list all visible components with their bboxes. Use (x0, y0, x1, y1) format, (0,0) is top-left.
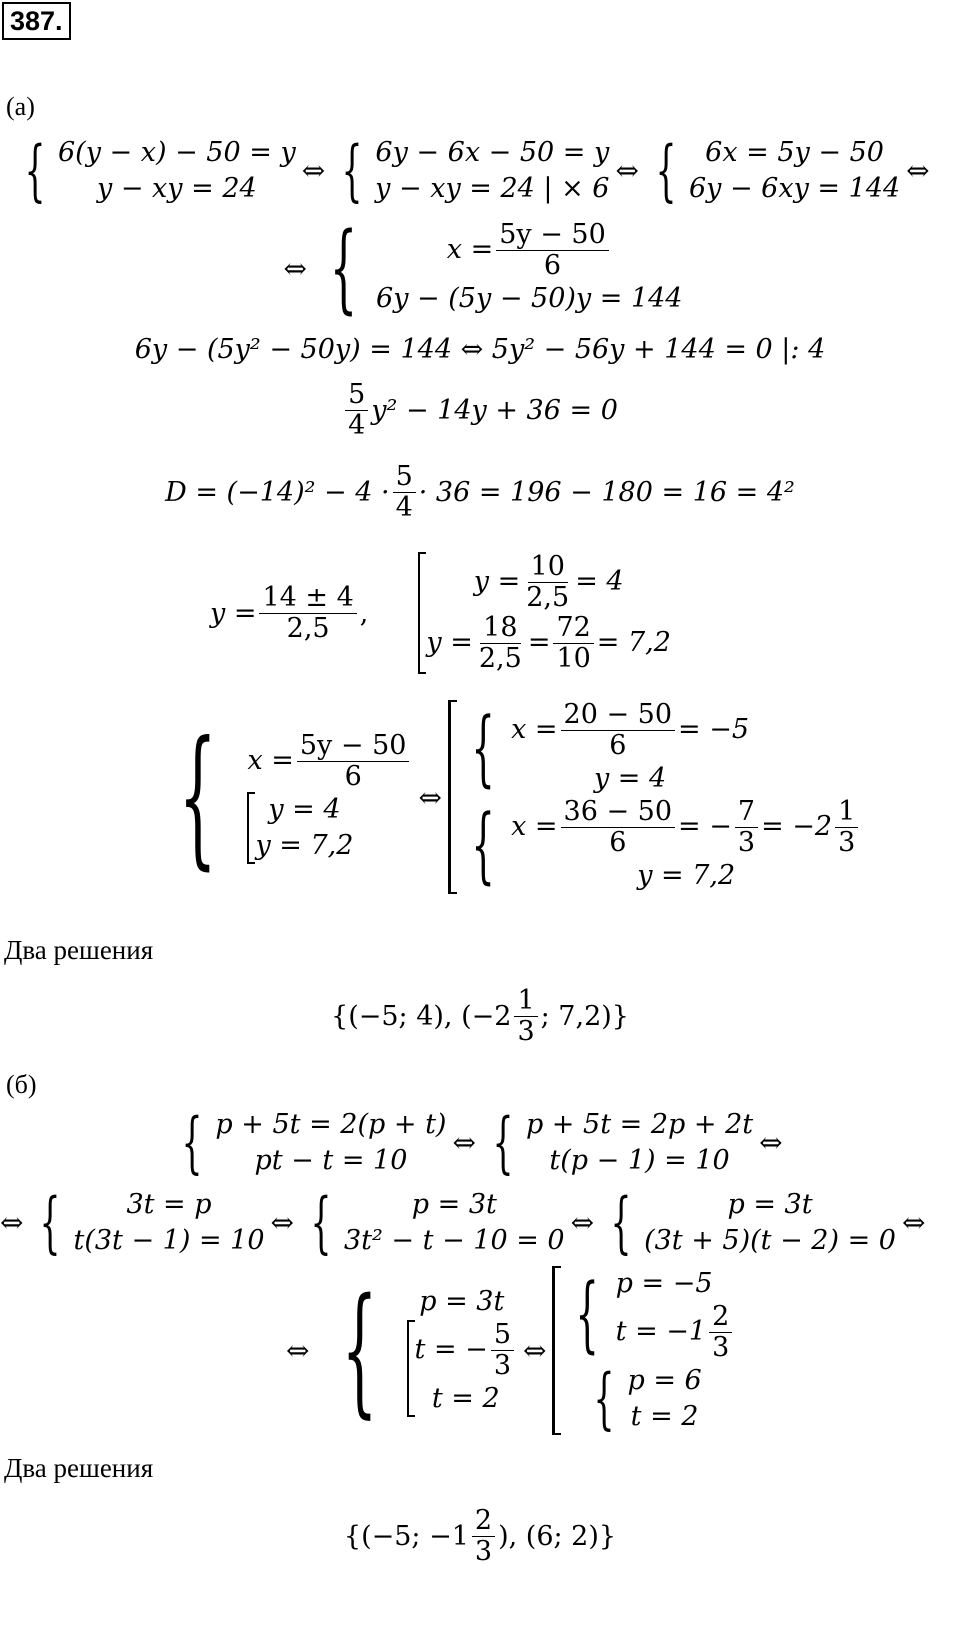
root-2: y = $\frac{18}{2,5}$ = $\frac{72}{10}$ = 7,2 (426, 612, 671, 674)
equivalence-arrow: ⇔ (523, 1334, 547, 1367)
y-set: y = 4 y = 7,2 (247, 792, 412, 864)
system-line: 6(y − x) − 50 = y (58, 136, 296, 168)
result-system-b2: { p = 6 t = 2 (593, 1360, 702, 1437)
part-a-systems-row (14, 132, 944, 209)
answer-a: {(−5; 4), (−2 $\frac{1}{3}$ ; 7,2)} (331, 985, 629, 1047)
part-b-row-2 (0, 1184, 930, 1261)
final-system: { x = $\frac{5y - 50}{6}$ y = 4 y = 7,2 (150, 710, 412, 884)
system-3: { 6x = 5y − 50 6y − 6xy = 144 (655, 132, 901, 209)
system-line: x = $\frac{5y - 50}{6}$ (376, 220, 682, 281)
y-roots-set (418, 552, 671, 674)
system-b5: { p = 3t (3t + 5)(t − 2) = 0 (610, 1184, 896, 1261)
equivalence-arrow: ⇔ (902, 1206, 926, 1239)
system-b6: { p = 3t t = − $\frac{5}{3}$ t = 2 (315, 1269, 517, 1432)
system-line: 6x = 5y − 50 (705, 136, 884, 168)
equivalence-arrow: ⇔ (570, 1206, 595, 1239)
system-line: x = $\frac{5y - 50}{6}$ (247, 731, 412, 792)
part-a-system-4-row (0, 212, 960, 324)
part-b-label: (б) (6, 1070, 37, 1099)
equivalence-arrow: ⇔ (283, 251, 307, 285)
system-line: 6y − 6xy = 144 (688, 172, 901, 204)
result-set-b (552, 1266, 735, 1435)
answer-label-a: Два решения (4, 935, 154, 965)
system-1: { 6(y − x) − 50 = y y − xy = 24 (24, 132, 296, 209)
result-set (448, 700, 861, 894)
problem-number: 387. (2, 2, 71, 40)
system-b4: { p = 3t 3t² − t − 10 = 0 (310, 1184, 565, 1261)
system-b1: { p + 5t = 2(p + t) pt − t = 10 (181, 1104, 447, 1181)
system-4: { x = $\frac{5y - 50}{6}$ 6y − (5y − 50)y = 144 (329, 212, 683, 324)
t-set: t = − $\frac{5}{3}$ t = 2 (407, 1320, 517, 1417)
equivalence-arrow: ⇔ (0, 1206, 24, 1239)
answer-label-b: Два решения (4, 1453, 154, 1483)
equivalence-arrow: ⇔ (759, 1126, 783, 1159)
system-2: { 6y − 6x − 50 = y y − xy = 24 | × 6 (341, 132, 610, 209)
equivalence-arrow: ⇔ (286, 1334, 310, 1367)
equivalence-arrow: ⇔ (301, 154, 326, 187)
answer-b: {(−5; −1 $\frac{2}{3}$ ), (6; 2)} (343, 1505, 617, 1567)
equation-1: 6y − (5y² − 50y) = 144 ⇔ 5y² − 56y + 144 = 0 |: 4 (134, 334, 826, 365)
equivalence-arrow: ⇔ (418, 780, 442, 814)
result-system-1: { x = $\frac{20 - 50}{6}$ = −5 y = 4 (471, 699, 750, 796)
part-b-row-1 (0, 1104, 960, 1181)
equivalence-arrow: ⇔ (270, 1206, 294, 1239)
final-system-row (150, 700, 910, 894)
equivalence-arrow: ⇔ (452, 1126, 476, 1159)
result-system-b1: { p = −5 t = −1 $\frac{2}{3}$ (561, 1266, 735, 1363)
system-b3: { 3t = p t(3t − 1) = 10 (39, 1184, 265, 1261)
equation-2: $\frac{5}{4}$ y² − 14y + 36 = 0 (0, 380, 960, 441)
system-line: y − xy = 24 | × 6 (375, 172, 610, 204)
result-system-2: { x = $\frac{36 - 50}{6}$ = − $\frac{7}{3}$ = −2 $\frac{1}{3}$ y = 7,2 (457, 797, 861, 894)
system-line: 6y − (5y − 50)y = 144 (376, 282, 683, 314)
equivalence-arrow: ⇔ (906, 154, 930, 187)
system-line: 6y − 6x − 50 = y (375, 136, 610, 168)
part-a-label: (а) (6, 92, 35, 121)
system-b2: { p + 5t = 2p + 2t t(p − 1) = 10 (492, 1104, 754, 1181)
discriminant: D = (−14)² − 4 · $\frac{5}{4}$ · 36 = 196 − 180 = 16 = 4² (165, 461, 795, 523)
y-roots-row: y = $\frac{14 \pm 4}{2,5}$ , y = $\frac{10}{2,5}$ = 4 y = $\frac{18}{2,5}$ = $\frac{72}{10}$ = 7,2 (210, 551, 671, 674)
part-b-row-3 (280, 1266, 920, 1435)
equivalence-arrow: ⇔ (615, 154, 639, 187)
root-1: y = $\frac{10}{2,5}$ = 4 (473, 551, 624, 613)
system-line: y − xy = 24 (97, 172, 257, 204)
